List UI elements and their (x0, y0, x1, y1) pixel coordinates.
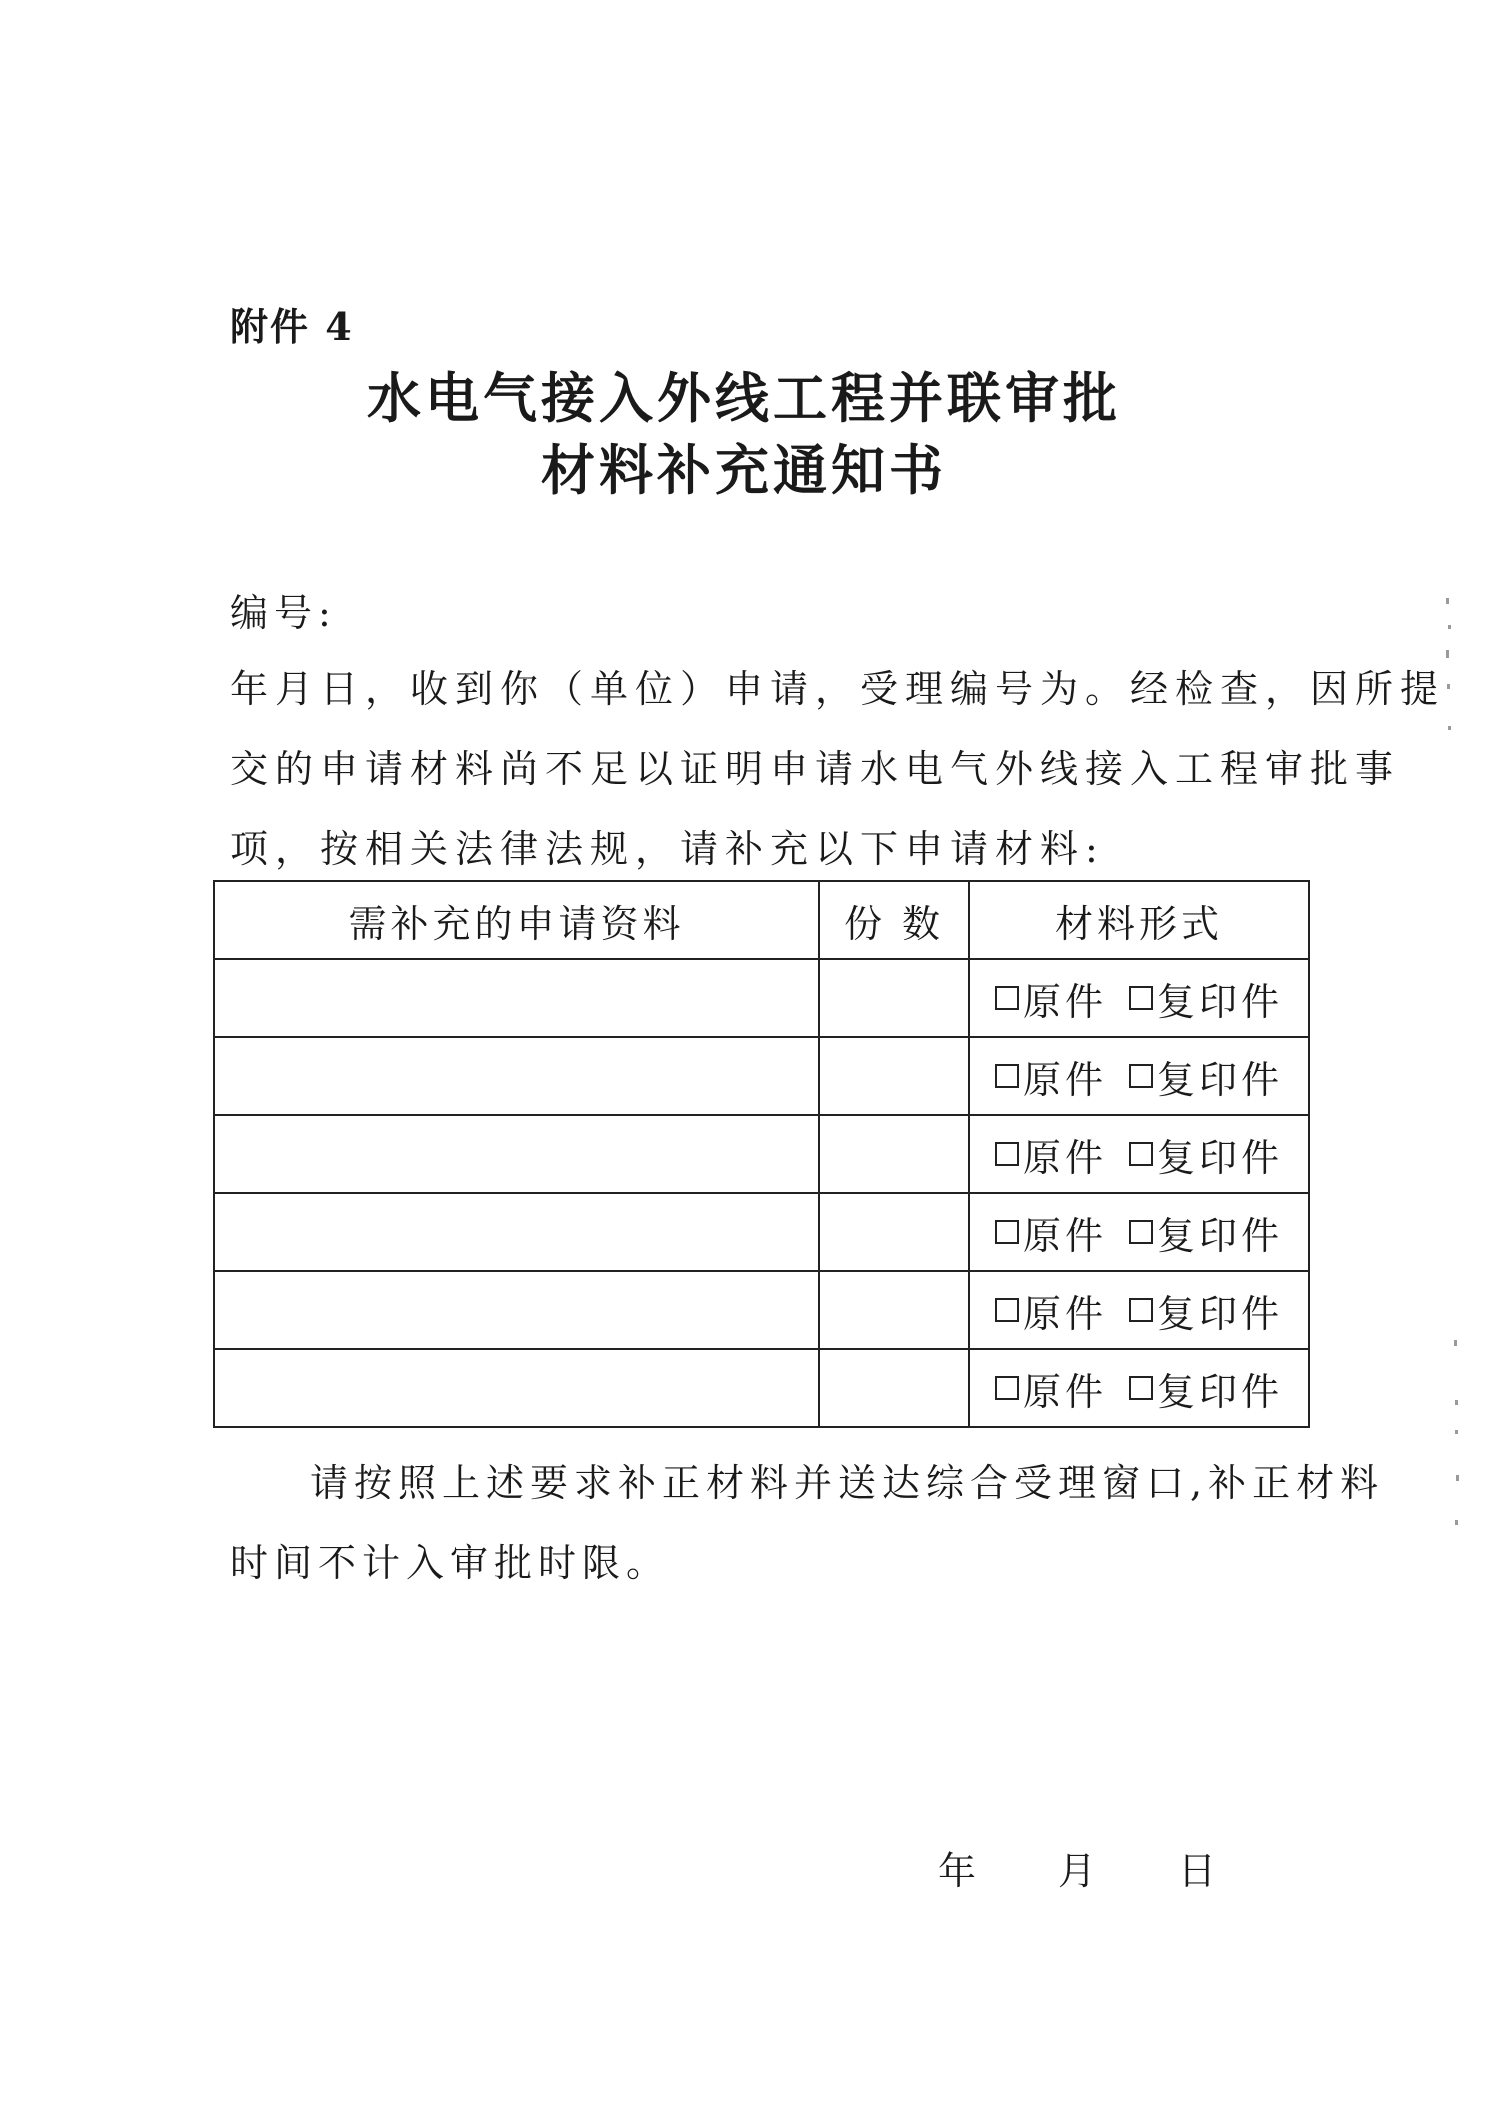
original-checkbox[interactable] (995, 1376, 1019, 1400)
notice-paragraph-line-1: 年月日，收到你（单位）申请，受理编号为。经检查，因所提 (230, 667, 1446, 711)
table-row (214, 959, 1309, 1037)
copies-count-cell[interactable] (819, 1037, 969, 1115)
copies-count-cell[interactable] (819, 1193, 969, 1271)
original-label: 原件 (1022, 1369, 1107, 1414)
material-form-cell (969, 1115, 1309, 1193)
scan-speck (1454, 1340, 1457, 1346)
date-month-label: 月 (1058, 1849, 1097, 1893)
document-title-line-1: 水电气接入外线工程并联审批 (367, 366, 1121, 430)
original-checkbox[interactable] (995, 986, 1019, 1010)
copy-label: 复印件 (1157, 1291, 1284, 1336)
copy-label: 复印件 (1157, 1135, 1284, 1180)
copy-checkbox[interactable] (1129, 1064, 1153, 1088)
copy-label: 复印件 (1157, 1057, 1284, 1102)
scan-speck (1456, 1475, 1459, 1481)
copies-count-cell[interactable] (819, 1115, 969, 1193)
material-form-cell (969, 1271, 1309, 1349)
scan-speck (1448, 625, 1451, 629)
original-label: 原件 (1022, 1291, 1107, 1336)
material-name-cell[interactable] (214, 1115, 819, 1193)
material-name-cell[interactable] (214, 959, 819, 1037)
copy-option[interactable] (1129, 1361, 1283, 1416)
copy-option[interactable] (1129, 1049, 1283, 1104)
materials-table (213, 880, 1310, 1428)
original-label: 原件 (1022, 1135, 1107, 1180)
scan-speck (1446, 650, 1449, 658)
copy-option[interactable] (1129, 1127, 1283, 1182)
scan-speck (1455, 1400, 1458, 1405)
header-form: 材料形式 (969, 881, 1309, 959)
copy-checkbox[interactable] (1129, 1142, 1153, 1166)
copies-count-cell[interactable] (819, 959, 969, 1037)
scan-speck (1455, 1520, 1458, 1525)
copy-checkbox[interactable] (1129, 986, 1153, 1010)
notice-paragraph-line-3: 项，按相关法律法规，请补充以下申请材料: (230, 827, 1105, 871)
original-checkbox[interactable] (995, 1142, 1019, 1166)
material-name-cell[interactable] (214, 1271, 819, 1349)
original-checkbox[interactable] (995, 1220, 1019, 1244)
scan-speck (1455, 1430, 1458, 1434)
original-option[interactable] (995, 1049, 1107, 1104)
material-name-cell[interactable] (214, 1193, 819, 1271)
scan-speck (1448, 726, 1451, 730)
original-option[interactable] (995, 1205, 1107, 1260)
table-row (214, 1193, 1309, 1271)
original-label: 原件 (1022, 1213, 1107, 1258)
notice-paragraph-line-2: 交的申请材料尚不足以证明申请水电气外线接入工程审批事 (230, 747, 1401, 791)
date-day-label: 日 (1178, 1849, 1217, 1893)
table-header-row (214, 881, 1309, 959)
original-option[interactable] (995, 1361, 1107, 1416)
original-label: 原件 (1022, 979, 1107, 1024)
copy-checkbox[interactable] (1129, 1376, 1153, 1400)
copy-label: 复印件 (1157, 1213, 1284, 1258)
copy-option[interactable] (1129, 1205, 1283, 1260)
copies-count-cell[interactable] (819, 1271, 969, 1349)
table-row (214, 1115, 1309, 1193)
copy-option[interactable] (1129, 1283, 1283, 1338)
copies-count-cell[interactable] (819, 1349, 969, 1427)
closing-line-2: 时间不计入审批时限。 (230, 1541, 671, 1585)
material-name-cell[interactable] (214, 1037, 819, 1115)
header-count: 份 数 (819, 881, 969, 959)
document-title-line-2: 材料补充通知书 (541, 438, 947, 502)
table-row (214, 1037, 1309, 1115)
copy-label: 复印件 (1157, 979, 1284, 1024)
original-label: 原件 (1022, 1057, 1107, 1102)
table-row (214, 1349, 1309, 1427)
material-form-cell (969, 1193, 1309, 1271)
material-form-cell (969, 1349, 1309, 1427)
scan-speck (1447, 684, 1450, 689)
original-checkbox[interactable] (995, 1064, 1019, 1088)
closing-line-1: 请按照上述要求补正材料并送达综合受理窗口,补正材料 (310, 1461, 1385, 1505)
attachment-label: 附件 4 (230, 304, 354, 349)
header-materials: 需补充的申请资料 (214, 881, 819, 959)
scan-speck (1446, 598, 1449, 604)
original-option[interactable] (995, 1283, 1107, 1338)
material-form-cell (969, 959, 1309, 1037)
copy-option[interactable] (1129, 971, 1283, 1026)
copy-label: 复印件 (1157, 1369, 1284, 1414)
serial-number-label: 编号: (230, 591, 337, 635)
copy-checkbox[interactable] (1129, 1220, 1153, 1244)
material-name-cell[interactable] (214, 1349, 819, 1427)
original-checkbox[interactable] (995, 1298, 1019, 1322)
table-row (214, 1271, 1309, 1349)
date-year-label: 年 (938, 1849, 977, 1893)
original-option[interactable] (995, 971, 1107, 1026)
material-form-cell (969, 1037, 1309, 1115)
original-option[interactable] (995, 1127, 1107, 1182)
copy-checkbox[interactable] (1129, 1298, 1153, 1322)
